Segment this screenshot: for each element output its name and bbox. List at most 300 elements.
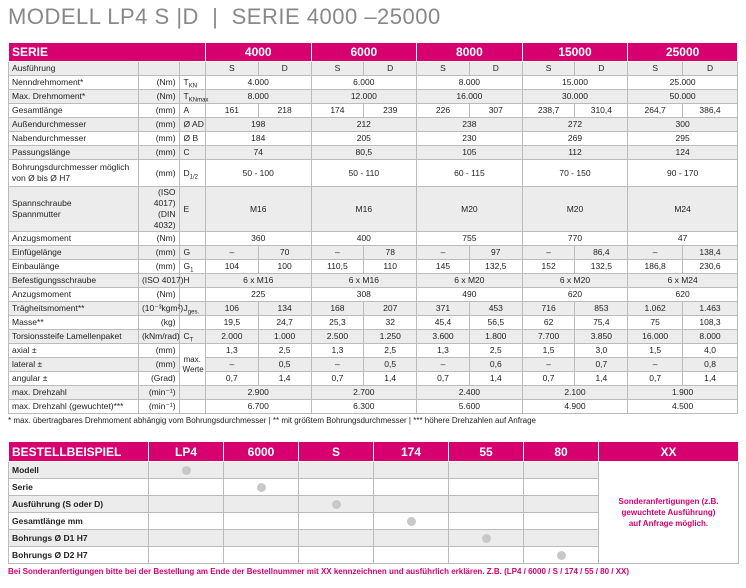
spec-value: 75 — [628, 316, 683, 330]
spec-symbol: $T_{KNmax}$ — [179, 90, 205, 104]
spec-value: 60 - 115 — [417, 160, 523, 187]
spec-value: 295 — [628, 132, 738, 146]
spec-label: lateral ± — [9, 358, 139, 372]
order-cell — [524, 479, 599, 496]
spec-value: 1,3 — [417, 344, 470, 358]
spec-unit: (mm) — [138, 118, 179, 132]
order-cell — [149, 479, 224, 496]
spec-value: 6 x M24 — [628, 274, 738, 288]
order-cell — [149, 513, 224, 530]
spec-value: 124 — [628, 146, 738, 160]
spec-value: 1,4 — [683, 372, 738, 386]
spec-value: 110,5 — [311, 260, 364, 274]
spec-unit: (10⁻³kgm²) — [138, 302, 179, 316]
spec-value: 755 — [417, 232, 523, 246]
spec-row — [9, 274, 738, 288]
order-cell — [374, 496, 449, 513]
spec-value: 6.700 — [205, 400, 311, 414]
spec-value: 30.000 — [522, 90, 628, 104]
series-size-header: 15000 — [522, 43, 628, 62]
spec-value: 272 — [522, 118, 628, 132]
spec-value: 4.000 — [205, 76, 311, 90]
spec-value: 161 — [205, 104, 258, 118]
spec-value: 16.000 — [417, 90, 523, 104]
spec-value: 2.700 — [311, 386, 417, 400]
spec-value: 4.500 — [628, 400, 738, 414]
order-cell — [374, 513, 449, 530]
spec-unit — [138, 187, 179, 232]
spec-value: S — [522, 62, 575, 76]
spec-value: 360 — [205, 232, 311, 246]
spec-value: – — [417, 358, 470, 372]
spec-value: 2.900 — [205, 386, 311, 400]
spec-label: Außendurchmesser — [9, 118, 139, 132]
spec-value: 19,5 — [205, 316, 258, 330]
spec-row — [9, 260, 738, 274]
spec-value: 207 — [364, 302, 417, 316]
title-separator-2: | — [212, 4, 219, 29]
order-header-cell: BESTELLBEISPIEL — [9, 442, 149, 462]
spec-value: 1,5 — [628, 344, 683, 358]
spec-unit: (Nm) — [138, 288, 179, 302]
selection-dot-icon — [482, 534, 491, 543]
spec-label: axial ± — [9, 344, 139, 358]
spec-value: 386,4 — [683, 104, 738, 118]
order-cell — [149, 496, 224, 513]
spec-label-line: Spannmutter — [12, 209, 61, 219]
spec-row — [9, 132, 738, 146]
spec-unit: (min⁻¹) — [138, 400, 179, 414]
spec-row — [9, 330, 738, 344]
order-cell — [524, 530, 599, 547]
spec-value: 16.000 — [628, 330, 683, 344]
spec-value: 168 — [311, 302, 364, 316]
order-cell — [374, 547, 449, 564]
spec-value: 264,7 — [628, 104, 683, 118]
order-cell — [449, 547, 524, 564]
spec-label: max. Drehzahl — [9, 386, 139, 400]
spec-row — [9, 146, 738, 160]
series-size-header: 6000 — [311, 43, 417, 62]
spec-symbol: E — [179, 187, 205, 232]
spec-value: 184 — [205, 132, 311, 146]
selection-dot-icon — [332, 500, 341, 509]
spec-row — [9, 358, 738, 372]
spec-value: 1.463 — [683, 302, 738, 316]
spec-label: angular ± — [9, 372, 139, 386]
spec-unit: (mm) — [138, 132, 179, 146]
spec-value: 50.000 — [628, 90, 738, 104]
spec-label: Bohrungsdurchmesser möglich von Ø bis Ø H7 — [9, 160, 139, 187]
spec-row — [9, 90, 738, 104]
spec-value: 3,0 — [575, 344, 628, 358]
spec-value: 152 — [522, 260, 575, 274]
spec-value: S — [628, 62, 683, 76]
spec-value: 50 - 100 — [205, 160, 311, 187]
spec-value: 205 — [311, 132, 417, 146]
spec-value: M20 — [522, 187, 628, 232]
spec-value: – — [417, 246, 470, 260]
spec-unit-line: (ISO 4017) — [153, 187, 176, 208]
spec-value: 134 — [258, 302, 311, 316]
spec-value: 490 — [417, 288, 523, 302]
spec-row — [9, 344, 738, 358]
order-cell — [524, 513, 599, 530]
spec-value: 47 — [628, 232, 738, 246]
spec-symbol — [179, 62, 205, 76]
spec-value: M16 — [205, 187, 311, 232]
spec-value: 32 — [364, 316, 417, 330]
spec-value: 70 - 150 — [522, 160, 628, 187]
spec-symbol: Ø B — [179, 132, 205, 146]
spec-value: 6 x M16 — [205, 274, 311, 288]
spec-unit: (mm) — [138, 246, 179, 260]
order-header-cell: S — [299, 442, 374, 462]
order-cell — [149, 530, 224, 547]
spec-value: 25.000 — [628, 76, 738, 90]
spec-value: 45,4 — [417, 316, 470, 330]
spec-row — [9, 187, 738, 232]
spec-value: 24,7 — [258, 316, 311, 330]
spec-value: 75,4 — [575, 316, 628, 330]
spec-label: Nenndrehmoment* — [9, 76, 139, 90]
order-cell — [299, 496, 374, 513]
spec-value: D — [258, 62, 311, 76]
bottom-note: Bei Sonderanfertigungen bitte bei der Bestellung am Ende der Bestellnummer mit XX kennzeichnen und ausführlich erklären. Z.B. (LP4 / 6000 / S / 174 / 55 / 80 / XX) — [8, 567, 630, 576]
selection-dot-icon — [257, 483, 266, 492]
spec-value: 269 — [522, 132, 628, 146]
spec-symbol: $C_T$ — [179, 330, 205, 344]
spec-value: 0,6 — [469, 358, 522, 372]
spec-row — [9, 76, 738, 90]
order-cell — [224, 479, 299, 496]
spec-row — [9, 302, 738, 316]
spec-value: 186,8 — [628, 260, 683, 274]
spec-value: 105 — [417, 146, 523, 160]
spec-unit: (mm) — [138, 260, 179, 274]
spec-value: 0,5 — [364, 358, 417, 372]
spec-label: Trägheitsmoment** — [9, 302, 139, 316]
order-cell — [449, 513, 524, 530]
spec-value: 1,3 — [205, 344, 258, 358]
spec-value: 0,7 — [311, 372, 364, 386]
spec-unit: (kg) — [138, 316, 179, 330]
series-header-label: SERIE — [9, 43, 206, 62]
spec-value: 6 x M20 — [417, 274, 523, 288]
spec-value: 78 — [364, 246, 417, 260]
spec-value: 310,4 — [575, 104, 628, 118]
spec-value: 80,5 — [311, 146, 417, 160]
spec-value: 1.800 — [469, 330, 522, 344]
spec-row — [9, 372, 738, 386]
spec-unit: (mm) — [138, 160, 179, 187]
spec-value: – — [522, 246, 575, 260]
order-cell — [149, 462, 224, 479]
spec-unit: (Grad) — [138, 372, 179, 386]
spec-value: 106 — [205, 302, 258, 316]
spec-label: Torsionssteife Lamellenpaket — [9, 330, 139, 344]
spec-symbol-sub: KN — [188, 83, 198, 90]
spec-value: – — [205, 358, 258, 372]
spec-value: 132,5 — [469, 260, 522, 274]
spec-value: 5.600 — [417, 400, 523, 414]
spec-value: 1.900 — [628, 386, 738, 400]
spec-row — [9, 316, 738, 330]
order-row — [9, 462, 739, 479]
spec-value: 0,8 — [683, 358, 738, 372]
spec-value: 90 - 170 — [628, 160, 738, 187]
order-cell — [374, 462, 449, 479]
order-row-label: Modell — [9, 462, 149, 479]
spec-value: 70 — [258, 246, 311, 260]
order-row-label: Gesamtlänge mm — [9, 513, 149, 530]
selection-dot-icon — [407, 517, 416, 526]
spec-value: 0,7 — [522, 372, 575, 386]
spec-symbol: H — [179, 274, 205, 288]
order-cell — [524, 547, 599, 564]
series-size-header: 8000 — [417, 43, 523, 62]
spec-unit: (kNm/rad) — [138, 330, 179, 344]
spec-value: 0,7 — [575, 358, 628, 372]
spec-value: S — [311, 62, 364, 76]
spec-symbol: Ø AD — [179, 118, 205, 132]
spec-row — [9, 386, 738, 400]
order-cell — [224, 462, 299, 479]
spec-value: 238 — [417, 118, 523, 132]
spec-label: Max. Drehmoment* — [9, 90, 139, 104]
spec-value: 230 — [417, 132, 523, 146]
spec-value: 239 — [364, 104, 417, 118]
spec-label: Einbaulänge — [9, 260, 139, 274]
spec-value: 4,0 — [683, 344, 738, 358]
spec-value: 1,4 — [258, 372, 311, 386]
spec-row — [9, 232, 738, 246]
spec-value: 226 — [417, 104, 470, 118]
spec-value: 6.300 — [311, 400, 417, 414]
series-size-header: 25000 — [628, 43, 738, 62]
spec-value: 174 — [311, 104, 364, 118]
spec-unit: (Nm) — [138, 90, 179, 104]
order-cell — [299, 479, 374, 496]
spec-label: Anzugsmoment — [9, 288, 139, 302]
spec-symbol: $T_{KN}$ — [179, 76, 205, 90]
spec-symbol — [179, 386, 205, 400]
spec-unit: (mm) — [138, 104, 179, 118]
footnote: * max. übertragbares Drehmoment abhängig vom Bohrungsdurchmesser | ** mit größtem Bohrungsdurchmesser | *** höhere Drehzahlen auf Anfrage — [8, 416, 536, 425]
page-title — [8, 4, 441, 30]
spec-label-line: Spannschraube — [12, 198, 72, 208]
spec-row — [9, 160, 738, 187]
spec-value: 6 x M20 — [522, 274, 628, 288]
spec-value: M16 — [311, 187, 417, 232]
spec-value: 770 — [522, 232, 628, 246]
order-cell — [224, 513, 299, 530]
spec-value: 12.000 — [311, 90, 417, 104]
spec-label: max. Drehzahl (gewuchtet)*** — [9, 400, 139, 414]
spec-value: 6 x M16 — [311, 274, 417, 288]
order-row-label: Serie — [9, 479, 149, 496]
spec-value: 2.100 — [522, 386, 628, 400]
spec-label: Nabendurchmesser — [9, 132, 139, 146]
spec-value: 308 — [311, 288, 417, 302]
spec-value: 1,4 — [575, 372, 628, 386]
spec-symbol: $G_1$ — [179, 260, 205, 274]
series-size-header: 4000 — [205, 43, 311, 62]
spec-value: – — [205, 246, 258, 260]
order-header-cell: 6000 — [224, 442, 299, 462]
spec-label: Einfügelänge — [9, 246, 139, 260]
spec-symbol — [179, 400, 205, 414]
spec-value: 3.600 — [417, 330, 470, 344]
spec-unit: (min⁻¹) — [138, 386, 179, 400]
spec-value: 110 — [364, 260, 417, 274]
spec-value: – — [311, 246, 364, 260]
order-cell — [449, 530, 524, 547]
spec-value: 15.000 — [522, 76, 628, 90]
spec-value: 132,5 — [575, 260, 628, 274]
title-d: D — [182, 4, 199, 29]
spec-label: Ausführung — [9, 62, 139, 76]
spec-value: 62 — [522, 316, 575, 330]
spec-value: 0,7 — [628, 372, 683, 386]
spec-value: – — [311, 358, 364, 372]
spec-value: 25,3 — [311, 316, 364, 330]
spec-value: M24 — [628, 187, 738, 232]
spec-value: 3.850 — [575, 330, 628, 344]
spec-value: 400 — [311, 232, 417, 246]
order-row-label: Ausführung (S oder D) — [9, 496, 149, 513]
spec-label: Befestigungsschraube — [9, 274, 139, 288]
spec-label — [9, 187, 139, 232]
order-row-label: Bohrungs Ø D1 H7 — [9, 530, 149, 547]
spec-symbol: A — [179, 104, 205, 118]
spec-value: S — [417, 62, 470, 76]
spec-row — [9, 288, 738, 302]
spec-value: 853 — [575, 302, 628, 316]
spec-value: 0,5 — [258, 358, 311, 372]
spec-value: 225 — [205, 288, 311, 302]
spec-row — [9, 246, 738, 260]
spec-value: – — [628, 358, 683, 372]
spec-value: 1,4 — [469, 372, 522, 386]
spec-value: 4.900 — [522, 400, 628, 414]
spec-value: 0,7 — [417, 372, 470, 386]
spec-unit — [138, 62, 179, 76]
spec-value: – — [628, 246, 683, 260]
order-header-row — [9, 442, 739, 462]
order-header-cell: XX — [599, 442, 739, 462]
spec-unit: (Nm) — [138, 76, 179, 90]
spec-value: 74 — [205, 146, 311, 160]
spec-value: 1.000 — [258, 330, 311, 344]
spec-value: S — [205, 62, 258, 76]
spec-value: 620 — [522, 288, 628, 302]
spec-value: 86,4 — [575, 246, 628, 260]
spec-value: 108,3 — [683, 316, 738, 330]
spec-value: D — [683, 62, 738, 76]
spec-label: Masse** — [9, 316, 139, 330]
order-cell — [224, 530, 299, 547]
spec-value: 371 — [417, 302, 470, 316]
spec-value: 198 — [205, 118, 311, 132]
title-model: MODELL LP4 S — [8, 4, 170, 29]
spec-symbol-sub: 1/2 — [189, 174, 199, 181]
order-cell — [299, 513, 374, 530]
selection-dot-icon — [557, 551, 566, 560]
spec-value: 212 — [311, 118, 417, 132]
spec-value: 2.500 — [311, 330, 364, 344]
spec-value: – — [522, 358, 575, 372]
spec-row — [9, 400, 738, 414]
spec-value: 1,5 — [522, 344, 575, 358]
spec-value: 6.000 — [311, 76, 417, 90]
spec-value: D — [575, 62, 628, 76]
order-cell — [449, 496, 524, 513]
order-cell — [224, 496, 299, 513]
spec-symbol-sub: 1 — [190, 267, 194, 274]
order-cell — [149, 547, 224, 564]
spec-symbol — [179, 316, 205, 330]
spec-value: 2.000 — [205, 330, 258, 344]
order-cell — [449, 479, 524, 496]
spec-value: 1.062 — [628, 302, 683, 316]
spec-value: D — [469, 62, 522, 76]
order-header-cell: 55 — [449, 442, 524, 462]
spec-label: Passungslänge — [9, 146, 139, 160]
spec-value: M20 — [417, 187, 523, 232]
spec-symbol-sub: ges. — [187, 309, 200, 316]
title-series: SERIE 4000 –25000 — [231, 4, 441, 29]
order-cell — [299, 462, 374, 479]
spec-value: 218 — [258, 104, 311, 118]
spec-unit: (mm) — [138, 146, 179, 160]
spec-header-row — [9, 43, 738, 62]
spec-label: Gesamtlänge — [9, 104, 139, 118]
spec-value: 56,5 — [469, 316, 522, 330]
spec-value: 2,5 — [469, 344, 522, 358]
order-table — [8, 441, 739, 564]
spec-value: 100 — [258, 260, 311, 274]
spec-symbol: G — [179, 246, 205, 260]
spec-value: 230,6 — [683, 260, 738, 274]
order-cell — [374, 479, 449, 496]
spec-value: 453 — [469, 302, 522, 316]
order-cell — [299, 547, 374, 564]
spec-value: 1,3 — [311, 344, 364, 358]
order-header-cell: LP4 — [149, 442, 224, 462]
spec-value: 8.000 — [683, 330, 738, 344]
spec-value: 8.000 — [417, 76, 523, 90]
spec-value: 0,7 — [205, 372, 258, 386]
spec-value: 104 — [205, 260, 258, 274]
spec-unit: (mm) — [138, 358, 179, 372]
order-cell — [374, 530, 449, 547]
spec-value: D — [364, 62, 417, 76]
spec-value: 1.250 — [364, 330, 417, 344]
spec-label: Anzugsmoment — [9, 232, 139, 246]
spec-value: 238,7 — [522, 104, 575, 118]
spec-value: 97 — [469, 246, 522, 260]
spec-value: 716 — [522, 302, 575, 316]
max-werte-label: max. Werte — [179, 344, 205, 386]
spec-row — [9, 62, 738, 76]
spec-value: 620 — [628, 288, 738, 302]
spec-row — [9, 104, 738, 118]
spec-value: 8.000 — [205, 90, 311, 104]
spec-symbol — [179, 288, 205, 302]
spec-value: 300 — [628, 118, 738, 132]
spec-unit: (ISO 4017) — [138, 274, 179, 288]
